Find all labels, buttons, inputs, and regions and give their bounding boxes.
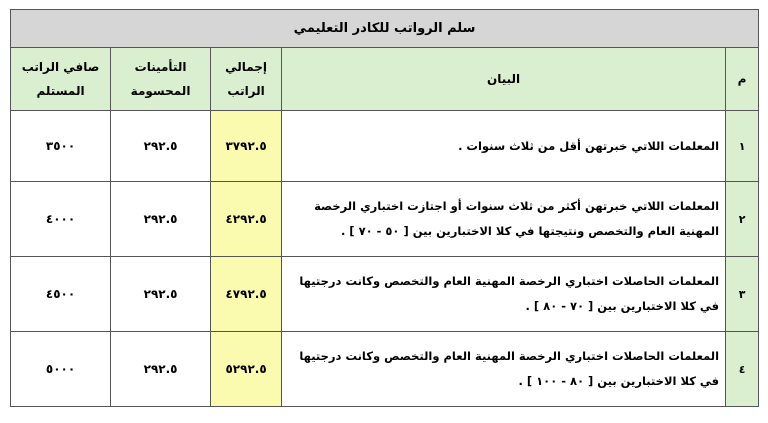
row-description: المعلمات اللاتي خبرتهن أقل من ثلاث سنوات . <box>282 111 726 182</box>
salary-scale-sheet <box>10 9 758 407</box>
row-description: المعلمات اللاتي خبرتهن أكثر من ثلاث سنوات أو اجتازت اختباري الرخصة المهنية العام والتخصص ونتيجتها في كلا الاختبارين بين [ ٥٠ - ٧٠ ] . <box>282 182 726 257</box>
header-gross <box>211 48 282 111</box>
row-deductions: ٢٩٢.٥ <box>111 111 211 182</box>
row-description: المعلمات الحاصلات اختباري الرخصة المهنية العام والتخصص وكانت درجتيها في كلا الاختبارين بين [ ٧٠ - ٨٠ ] . <box>282 257 726 332</box>
header-description: البيان <box>282 48 726 111</box>
row-net-salary: ٥٠٠٠ <box>11 332 111 407</box>
row-deductions: ٢٩٢.٥ <box>111 257 211 332</box>
header-gross-line2: الراتب <box>227 84 265 98</box>
row-index: ٤ <box>726 332 759 407</box>
header-deductions <box>111 48 211 111</box>
row-net-salary: ٤٥٠٠ <box>11 257 111 332</box>
row-net-salary: ٣٥٠٠ <box>11 111 111 182</box>
header-index: م <box>726 48 759 111</box>
header-deductions-line1: التأمينات <box>134 60 187 74</box>
row-index: ١ <box>726 111 759 182</box>
row-gross-salary: ٥٢٩٢.٥ <box>211 332 282 407</box>
table-row <box>11 111 759 182</box>
header-gross-line1: إجمالي <box>225 60 268 74</box>
row-index: ٣ <box>726 257 759 332</box>
row-gross-salary: ٤٢٩٢.٥ <box>211 182 282 257</box>
table-row <box>11 182 759 257</box>
table-row <box>11 257 759 332</box>
header-deductions-line2: المحسومة <box>130 84 191 98</box>
header-net-line2: المستلم <box>36 84 85 98</box>
table-row <box>11 332 759 407</box>
row-gross-salary: ٤٧٩٢.٥ <box>211 257 282 332</box>
row-gross-salary: ٣٧٩٢.٥ <box>211 111 282 182</box>
row-description: المعلمات الحاصلات اختباري الرخصة المهنية العام والتخصص وكانت درجتيها في كلا الاختبارين بين [ ٨٠ - ١٠٠ ] . <box>282 332 726 407</box>
table-title: سلم الرواتب للكادر التعليمي <box>11 10 759 48</box>
row-deductions: ٢٩٢.٥ <box>111 182 211 257</box>
row-net-salary: ٤٠٠٠ <box>11 182 111 257</box>
header-net <box>11 48 111 111</box>
salary-table <box>10 9 759 407</box>
row-deductions: ٢٩٢.٥ <box>111 332 211 407</box>
row-index: ٢ <box>726 182 759 257</box>
header-net-line1: صافي الراتب <box>21 60 100 74</box>
